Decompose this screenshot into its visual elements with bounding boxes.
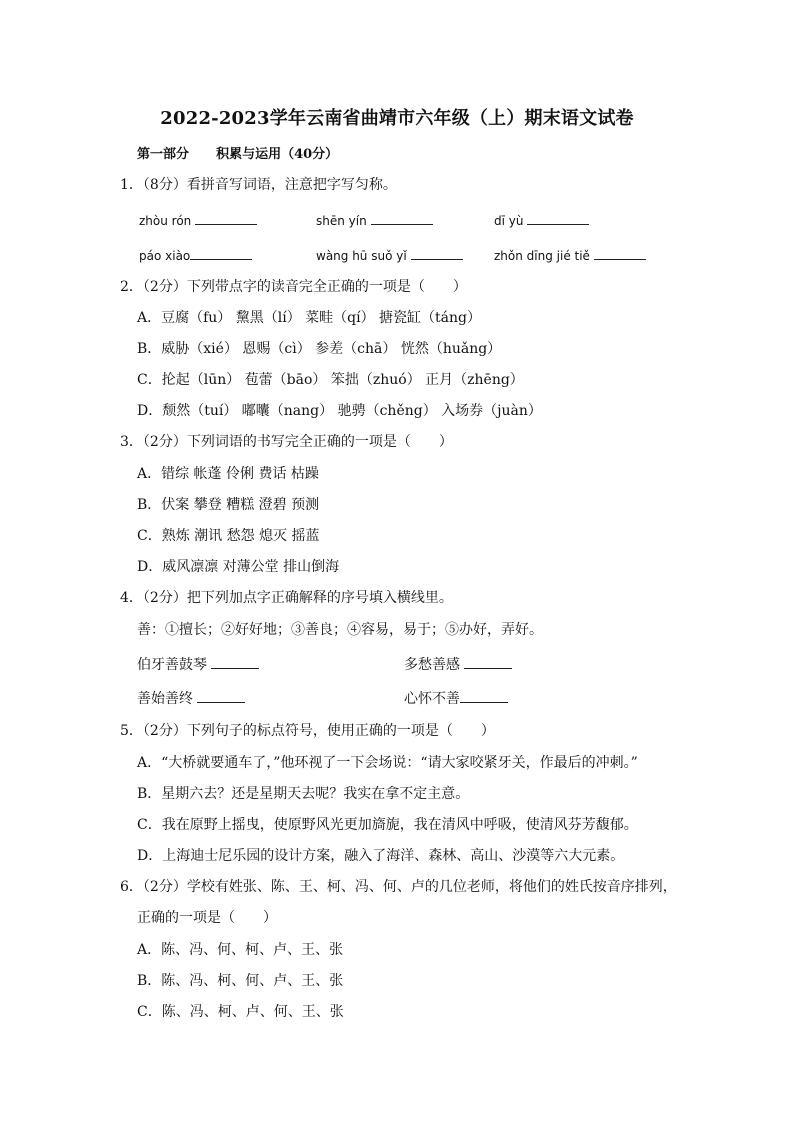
- answer-blank[interactable]: [411, 245, 463, 260]
- answer-blank[interactable]: [460, 688, 508, 703]
- q4-definitions: 善：①擅长；②好好地；③善良；④容易，易于；⑤办好，弄好。: [137, 622, 543, 638]
- q2-option-d[interactable]: D．颓然（tuí） 嘟囔（nang） 驰骋（chěng） 入场券（juàn）: [137, 403, 542, 419]
- q2-option-a[interactable]: A．豆腐（fu） 黧黑（lí） 菜畦（qí） 搪瓷缸（táng）: [137, 310, 482, 326]
- q4-item-4: 心怀不善: [404, 688, 508, 709]
- q4-item-2: 多愁善感: [404, 654, 512, 675]
- q1-pinyin-5: wàng hū suǒ yǐ: [316, 245, 463, 266]
- q1-pinyin-4: páo xiào: [139, 245, 252, 266]
- q5-option-b[interactable]: B．星期六去？还是星期天去呢？我实在拿不定主意。: [137, 786, 470, 802]
- q1-pinyin-1: zhòu rón: [139, 210, 257, 231]
- q4-item-1: 伯牙善鼓琴: [137, 654, 259, 675]
- section-part: 第一部分: [137, 147, 190, 162]
- exam-title: 2022-2023学年云南省曲靖市六年级（上）期末语文试卷: [160, 108, 634, 129]
- answer-blank[interactable]: [190, 245, 252, 260]
- q5-option-d[interactable]: D．上海迪士尼乐园的设计方案，融入了海洋、森林、高山、沙漠等六大元素。: [137, 848, 625, 864]
- q2-stem: 2．（2分）下列带点字的读音完全正确的一项是（ ）: [120, 279, 467, 295]
- q3-option-c[interactable]: C．熟炼 潮讯 愁怨 熄灭 摇蓝: [137, 528, 320, 544]
- q1-pinyin-2: shēn yín: [316, 210, 433, 231]
- q5-option-c[interactable]: C．我在原野上摇曳，使原野风光更加旖旎，我在清风中呼吸，使清风芬芳馥郁。: [137, 817, 638, 833]
- answer-blank[interactable]: [195, 210, 257, 225]
- answer-blank[interactable]: [371, 210, 433, 225]
- answer-blank[interactable]: [197, 688, 245, 703]
- answer-blank[interactable]: [464, 654, 512, 669]
- q6-option-b[interactable]: B．陈、冯、柯、何、卢、王、张: [137, 973, 344, 989]
- q3-option-a[interactable]: A．错综 帐蓬 伶俐 费话 枯躁: [137, 466, 319, 482]
- answer-blank[interactable]: [594, 245, 646, 260]
- q2-option-c[interactable]: C．抡起（lūn） 苞蕾（bāo） 笨拙（zhuó） 正月（zhēng）: [137, 372, 524, 388]
- answer-blank[interactable]: [527, 210, 589, 225]
- q2-option-b[interactable]: B．威胁（xié） 恩赐（cì） 参差（chā） 恍然（huǎng）: [137, 341, 502, 357]
- q4-item-3: 善始善终: [137, 688, 245, 709]
- q1-stem: 1．（8分）看拼音写词语，注意把字写匀称。: [120, 177, 397, 193]
- q1-pinyin-3: dī yù: [494, 210, 589, 231]
- section-heading: [137, 145, 338, 165]
- q6-stem: 6．（2分）学校有姓张、陈、王、柯、冯、何、卢的几位老师，将他们的姓氏按音序排列，: [120, 879, 677, 895]
- section-name: 积累与运用（40分）: [216, 147, 339, 162]
- answer-blank[interactable]: [211, 654, 259, 669]
- q6-option-c[interactable]: C．陈、冯、柯、卢、何、王、张: [137, 1004, 344, 1020]
- q6-option-a[interactable]: A．陈、冯、何、柯、卢、王、张: [137, 942, 344, 958]
- q5-stem: 5．（2分）下列句子的标点符号，使用正确的一项是（ ）: [120, 723, 495, 739]
- q6-stem-cont: 正确的一项是（ ）: [137, 910, 277, 926]
- q1-pinyin-6: zhǒn dīng jié tiě: [494, 245, 646, 266]
- q3-option-b[interactable]: B．伏案 攀登 糟糕 澄碧 预测: [137, 497, 320, 513]
- q3-option-d[interactable]: D．威风凛凛 对薄公堂 排山倒海: [137, 559, 340, 575]
- q5-option-a[interactable]: A．“大桥就要通车了，”他环视了一下会场说：“请大家咬紧牙关，作最后的冲刺。”: [137, 755, 638, 771]
- q3-stem: 3．（2分）下列词语的书写完全正确的一项是（ ）: [120, 434, 453, 450]
- q4-stem: 4．（2分）把下列加点字正确解释的序号填入横线里。: [120, 590, 453, 606]
